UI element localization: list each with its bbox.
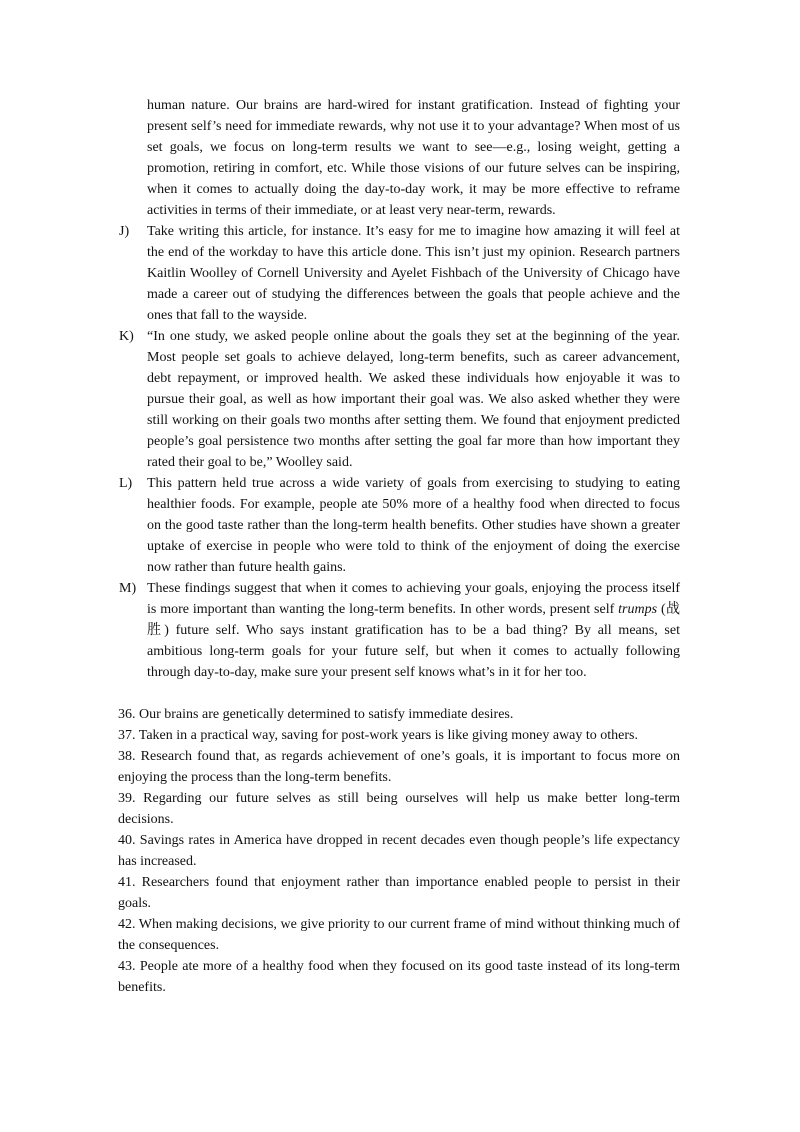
question-40: 40. Savings rates in America have dropped in recent decades even though people’s life expectancy has increased. [118, 833, 680, 869]
paragraph-label-k: K) [119, 329, 134, 344]
paragraph-label-m: M) [119, 581, 137, 596]
question-37: 37. Taken in a practical way, saving for post-work years is like giving money away to others. [118, 728, 638, 743]
paragraph-text-k: “In one study, we asked people online about the goals they set at the beginning of the year. Most people set goals to achieve delayed, long-term benefits, such as career advancement, debt repayment, or improved health. We asked these individuals how enjoyable it was to pursue their goal, as well as how important their goal was. We also asked whether they were still working on their goals two months after setting them. We found that enjoyment predicted people’s goal persistence two months after setting the goal far more than how important they rated their goal to be,” Woolley said. [147, 329, 680, 470]
question-38: 38. Research found that, as regards achievement of one’s goals, it is important to focus more on enjoying the process than the long-term benefits. [118, 749, 680, 785]
question-39: 39. Regarding our future selves as still being ourselves will help us make better long-term decisions. [118, 791, 680, 827]
paragraph-k [119, 326, 680, 473]
paragraph-j [119, 221, 680, 326]
paragraph-l [119, 473, 680, 578]
paragraph-label-j: J) [119, 224, 130, 239]
passage-continuation: human nature. Our brains are hard-wired for instant gratification. Instead of fighting your present self’s need for immediate rewards, why not use it to your advantage? When most of us set goals, we focus on long-term results we want to see—e.g., losing weight, getting a promotion, retiring in comfort, etc. While those visions of our future selves can be inspiring, when it comes to actually doing the day-to-day work, it may be more effective to reframe activities in terms of their immediate, or at least very near-term, rewards. [147, 98, 680, 218]
paragraph-label-l: L) [119, 476, 133, 491]
question-41: 41. Researchers found that enjoyment rather than importance enabled people to persist in their goals. [118, 875, 680, 911]
paragraph-text-j: Take writing this article, for instance. It’s easy for me to imagine how amazing it will feel at the end of the workday to have this article done. This isn’t just my opinion. Research partners Kaitlin Woolley of Cornell University and Ayelet Fishbach of the University of Chicago have made a career out of studying the differences between the goals that people achieve and the ones that fall to the wayside. [147, 224, 680, 323]
paragraph-m [119, 578, 680, 683]
question-list [118, 704, 680, 998]
paragraph-text-m-italic: trumps [618, 602, 658, 617]
question-42: 42. When making decisions, we give priority to our current frame of mind without thinking much of the consequences. [118, 917, 680, 953]
paragraph-text-m-before: These findings suggest that when it comes to achieving your goals, enjoying the process itself is more important than wanting the long-term benefits. In other words, present self [147, 581, 680, 617]
question-36: 36. Our brains are genetically determined to satisfy immediate desires. [118, 707, 514, 722]
paragraph-text-l: This pattern held true across a wide variety of goals from exercising to studying to eating healthier foods. For example, people ate 50% more of a healthy food when directed to focus on the good taste rather than the long-term health benefits. Other studies have shown a greater uptake of exercise in people who were told to think of the enjoyment of doing the exercise now rather than future health gains. [147, 476, 680, 575]
paragraph-text-m-after: (战胜) future self. Who says instant gratification has to be a bad thing? By all means, set ambitious long-term goals for your future self, but when it comes to actually following through day-to-day, make sure your present self knows what’s in it for her too. [147, 602, 680, 680]
question-43: 43. People ate more of a healthy food when they focused on its good taste instead of its long-term benefits. [118, 959, 680, 995]
